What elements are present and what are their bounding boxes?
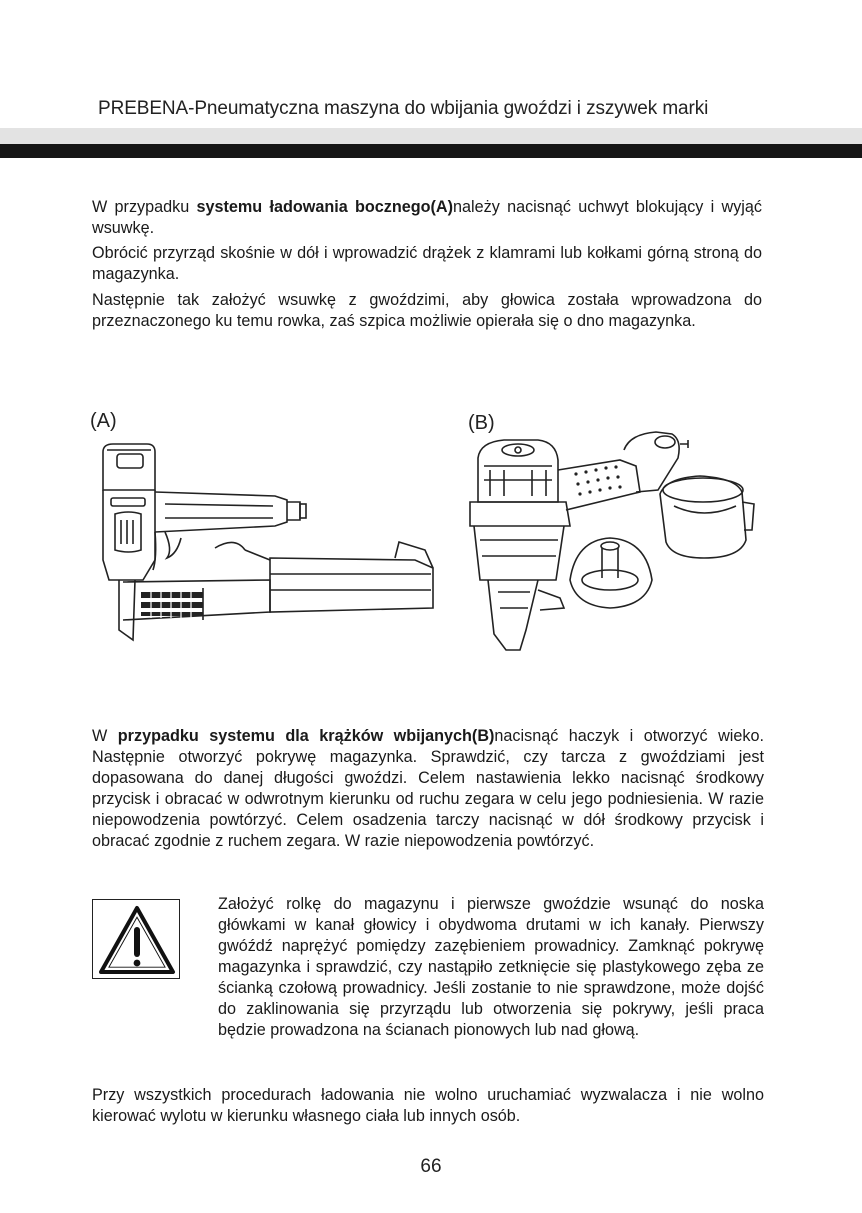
- page-header-title: PREBENA-Pneumatyczna maszyna do wbijania gwoździ i zszywek marki: [98, 98, 709, 119]
- page-number: 66: [420, 1156, 442, 1177]
- warning-icon-box: [92, 899, 180, 979]
- bold-side-loading-system: systemu ładowania bocznego(A): [196, 198, 454, 216]
- warning-triangle-icon: [93, 900, 181, 980]
- figure-b-label: (B): [468, 412, 495, 434]
- bold-coil-system: przypadku systemu dla krążków wbijanych(B): [117, 727, 495, 745]
- paragraph-tilt-tool: Obrócić przyrząd skośnie w dół i wprowadzić drążek z klamrami lub kołkami górną stroną do magazynka.: [92, 244, 762, 283]
- header-band-light: [0, 128, 862, 144]
- paragraph-coil-loading: W przypadku systemu dla krążków wbijanych(B)nacisnąć haczyk i otworzyć wieko. Następnie otworzyć pokrywę magazynka. Sprawdzić, czy tarcza z gwoździami jest dopasowana do danej długości gwoździ. Celem nastawienia lekko nacisnąć środkowy przycisk i obracać w odwrotnym kierunku od ruchu zegara w celu jego podniesienia. W razie niepowodzenia powtórzyć. Celem osadzenia tarczy nacisnąć w dół środkowy przycisk i obracać zgodnie z ruchem zegara. W razie niepowodzenia powtórzyć.: [92, 727, 765, 850]
- paragraph-side-loading: W przypadku systemu ładowania bocznego(A)należy nacisnąć uchwyt blokujący i wyjąć wsuwkę.: [92, 198, 762, 237]
- coil-nailer-illustration: [460, 430, 780, 665]
- header-band-dark: [0, 144, 862, 158]
- paragraph-warning-text: Założyć rolkę do magazynu i pierwsze gwoździe wsunąć do noska główkami w kanał głowicy i obydwoma drutami w ich kanały. Pierwszy gwóźdź naprężyć pomiędzy zazębieniem prowadnicy. Zamknąć pokrywę magazynka i sprawdzić, czy nastąpiło zetknięcie się plastykowego zęba ze ścianką czołową prowadnicy. Jeśli zostanie to nie sprawdzone, może dojść do zaklinowania się przyrządu lub otworzenia się pokrywy, jeśli praca będzie prowadzona na ścianach pionowych lub nad głową.: [218, 895, 764, 1039]
- stick-nailer-illustration: [95, 440, 440, 650]
- paragraph-final-notice: Przy wszystkich procedurach ładowania nie wolno uruchamiać wyzwalacza i nie wolno kierować wylotu w kierunku własnego ciała lub innych osób.: [92, 1086, 764, 1125]
- figure-a-label: (A): [90, 410, 117, 432]
- paragraph-insert-nails: Następnie tak założyć wsuwkę z gwoździmi, aby głowica została wprowadzona do przeznaczonego ku temu rowka, zaś szpica możliwie opierała się o dno magazynka.: [92, 291, 762, 330]
